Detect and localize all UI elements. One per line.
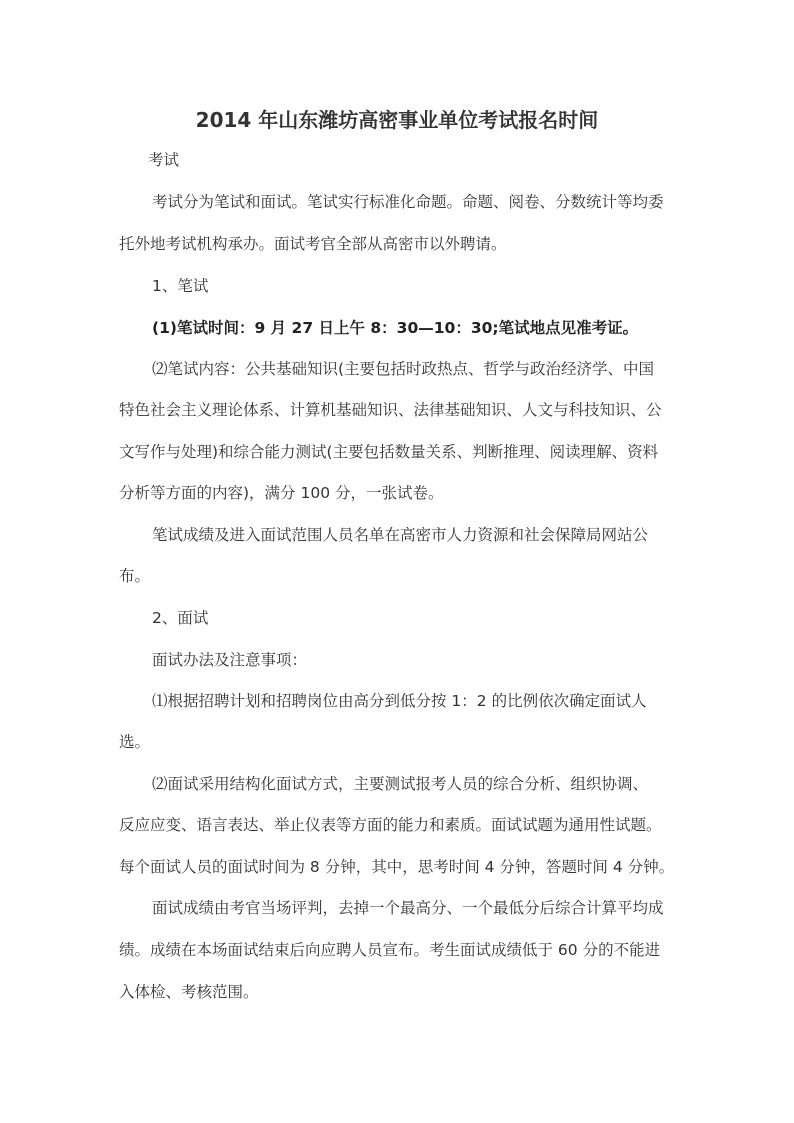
paragraph-line: 反应应变、语言表达、举止仪表等方面的能力和素质。面试试题为通用性试题。 (119, 816, 662, 834)
paragraph-line: 分析等方面的内容)，满分 100 分，一张试卷。 (119, 484, 444, 502)
paragraph-line: 面试办法及注意事项： (152, 651, 308, 669)
paragraph-line: ⑵笔试内容：公共基础知识(主要包括时政热点、哲学与政治经济学、中国 (152, 360, 655, 378)
paragraph-line: 考试分为笔试和面试。笔试实行标准化命题。命题、阅卷、分数统计等均委 (152, 193, 664, 211)
paragraph-line: 绩。成绩在本场面试结束后向应聘人员宣布。考生面试成绩低于 60 分的不能进 (119, 941, 661, 959)
paragraph-line: 每个面试人员的面试时间为 8 分钟，其中，思考时间 4 分钟，答题时间 4 分钟。 (119, 858, 675, 876)
written-exam-time: (1)笔试时间：9 月 27 日上午 8：30—10：30;笔试地点见准考证。 (152, 319, 639, 337)
document-title: 2014 年山东潍坊高密事业单位考试报名时间 (195, 108, 599, 132)
paragraph-line: 笔试成绩及进入面试范围人员名单在高密市人力资源和社会保障局网站公 (152, 526, 649, 544)
section-heading-written: 1、笔试 (152, 277, 209, 295)
paragraph-line: 入体检、考核范围。 (119, 983, 259, 1001)
paragraph-line: 面试成绩由考官当场评判，去掉一个最高分、一个最低分后综合计算平均成 (152, 899, 664, 917)
paragraph-line: ⑵面试采用结构化面试方式，主要测试报考人员的综合分析、组织协调、 (152, 775, 649, 793)
paragraph-line: 布。 (119, 567, 151, 585)
paragraph-line: 文写作与处理)和综合能力测试(主要包括数量关系、判断推理、阅读理解、资料 (119, 443, 659, 461)
paragraph-line: 选。 (119, 733, 151, 751)
paragraph-line: ⑴根据招聘计划和招聘岗位由高分到低分按 1：2 的比例依次确定面试人 (152, 692, 647, 710)
section-heading-interview: 2、面试 (152, 609, 209, 627)
paragraph-line: 特色社会主义理论体系、计算机基础知识、法律基础知识、人文与科技知识、公 (119, 401, 662, 419)
section-heading-exam: 考试 (148, 151, 180, 169)
paragraph-line: 托外地考试机构承办。面试考官全部从高密市以外聘请。 (119, 235, 507, 253)
